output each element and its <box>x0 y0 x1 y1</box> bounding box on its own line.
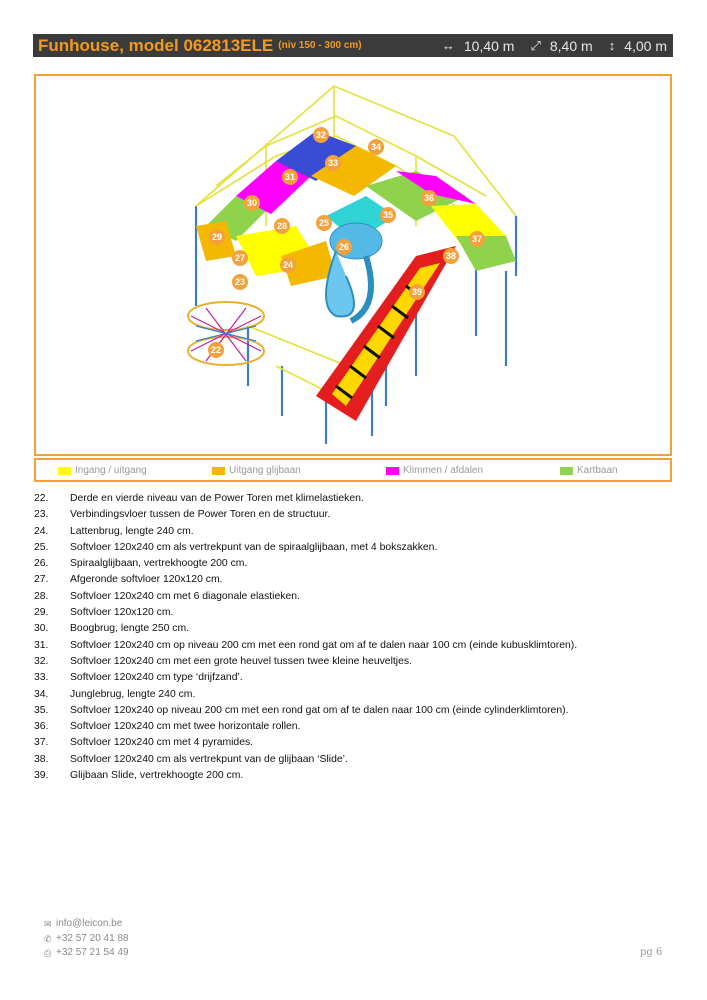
item-number: 33. <box>34 672 49 684</box>
title-bar <box>33 34 673 57</box>
item-number: 38. <box>34 753 49 765</box>
svg-text:29: 29 <box>211 232 223 242</box>
item-text: Softvloer 120x120 cm. <box>70 607 174 619</box>
legend-label: Uitgang glijbaan <box>229 465 301 476</box>
item-number: 28. <box>34 590 49 602</box>
item-number: 29. <box>34 607 49 619</box>
marker-37 <box>469 231 485 247</box>
svg-text:23: 23 <box>234 277 246 287</box>
contact-fax <box>44 946 129 961</box>
page-title: Funhouse, model 062813ELE <box>38 35 274 55</box>
item-number: 39. <box>34 770 49 782</box>
marker-30 <box>244 195 260 211</box>
legend-label: Kartbaan <box>577 465 618 476</box>
contact-info <box>44 917 129 961</box>
item-number: 25. <box>34 541 49 553</box>
item-text: Verbindingsvloer tussen de Power Toren en de structuur. <box>70 509 331 521</box>
marker-32 <box>313 127 329 143</box>
contact-email[interactable] <box>44 917 129 932</box>
legend-item-slide-exit <box>212 465 301 476</box>
list-item <box>34 752 684 768</box>
contact-phone <box>44 932 129 947</box>
list-item <box>34 670 684 686</box>
dimension-width <box>442 38 515 54</box>
item-text: Softvloer 120x240 cm type ‘drijfzand’. <box>70 672 243 684</box>
item-number: 31. <box>34 639 49 651</box>
marker-31 <box>282 169 298 185</box>
dimension-depth <box>530 38 592 54</box>
svg-text:35: 35 <box>382 210 394 220</box>
item-number: 36. <box>34 721 49 733</box>
item-text: Softvloer 120x240 cm met 4 pyramides. <box>70 737 254 749</box>
svg-text:30: 30 <box>246 198 258 208</box>
item-number: 30. <box>34 623 49 635</box>
envelope-icon: ✉ <box>44 919 52 929</box>
list-item <box>34 589 684 605</box>
item-text: Softvloer 120x240 cm met een grote heuvel tussen twee kleine heuveltjes. <box>70 655 412 667</box>
playground-illustration <box>36 76 670 454</box>
item-number: 24. <box>34 525 49 537</box>
svg-text:22: 22 <box>210 345 222 355</box>
item-text: Softvloer 120x240 cm met twee horizontale rollen. <box>70 721 301 733</box>
list-item <box>34 621 684 637</box>
item-number: 37. <box>34 737 49 749</box>
svg-text:37: 37 <box>471 234 483 244</box>
svg-text:38: 38 <box>445 251 457 261</box>
legend-swatch <box>58 467 71 475</box>
list-item <box>34 556 684 572</box>
list-item <box>34 507 684 523</box>
item-number: 22. <box>34 493 49 504</box>
spiral-slide <box>326 223 382 321</box>
svg-text:24: 24 <box>282 260 294 270</box>
item-number: 34. <box>34 688 49 700</box>
dimensions <box>426 38 667 54</box>
marker-28 <box>274 218 290 234</box>
marker-25 <box>316 215 332 231</box>
list-item <box>34 687 684 703</box>
list-item <box>34 540 684 556</box>
item-text: Softvloer 120x240 cm met 6 diagonale elastieken. <box>70 590 300 602</box>
item-number: 27. <box>34 574 49 586</box>
svg-text:39: 39 <box>411 287 423 297</box>
list-item <box>34 768 684 784</box>
height-arrow-icon: ↕ <box>608 38 616 53</box>
svg-text:31: 31 <box>284 172 296 182</box>
svg-text:25: 25 <box>318 218 330 228</box>
item-number: 23. <box>34 509 49 521</box>
phone-text: +32 57 20 41 88 <box>56 932 129 944</box>
item-text: Lattenbrug, lengte 240 cm. <box>70 525 194 537</box>
marker-35 <box>380 207 396 223</box>
legend-swatch <box>212 467 225 475</box>
playground-diagram <box>34 74 672 456</box>
legend-label: Ingang / uitgang <box>75 465 147 476</box>
list-item <box>34 524 684 540</box>
list-item <box>34 572 684 588</box>
list-item <box>34 703 684 719</box>
list-item <box>34 491 684 507</box>
dimension-width-value: 10,40 m <box>463 37 515 54</box>
marker-22 <box>208 342 224 358</box>
svg-text:28: 28 <box>276 221 288 231</box>
item-text: Junglebrug, lengte 240 cm. <box>70 688 196 700</box>
legend-item-entrance <box>58 465 147 476</box>
marker-33 <box>325 155 341 171</box>
item-text: Softvloer 120x240 cm als vertrekpunt van de spiraalglijbaan, met 4 bokszakken. <box>70 541 438 553</box>
svg-text:26: 26 <box>338 242 350 252</box>
width-arrow-icon: ↔ <box>441 38 455 53</box>
legend-label: Klimmen / afdalen <box>403 465 484 476</box>
marker-29 <box>209 229 225 245</box>
item-text: Softvloer 120x240 cm als vertrekpunt van de glijbaan ‘Slide’. <box>70 753 348 765</box>
item-text: Afgeronde softvloer 120x120 cm. <box>70 574 223 586</box>
list-item <box>34 638 684 654</box>
dimension-height <box>609 38 667 54</box>
svg-text:27: 27 <box>234 253 246 263</box>
power-tower <box>188 302 264 365</box>
dimension-height-value: 4,00 m <box>624 37 667 54</box>
list-item <box>34 735 684 751</box>
item-text: Softvloer 120x240 cm op niveau 200 cm met een rond gat om af te dalen naar 100 cm (einde kubusklimtoren). <box>70 639 578 651</box>
marker-27 <box>232 250 248 266</box>
list-item <box>34 719 684 735</box>
marker-24 <box>280 257 296 273</box>
marker-38 <box>443 248 459 264</box>
dimension-depth-value: 8,40 m <box>549 37 593 54</box>
marker-36 <box>421 190 437 206</box>
marker-23 <box>232 274 248 290</box>
legend-item-climbing <box>386 465 483 476</box>
item-number: 32. <box>34 655 49 667</box>
legend-item-kart-track <box>560 465 618 476</box>
legend-swatch <box>560 467 573 475</box>
item-text: Softvloer 120x240 op niveau 200 cm met een rond gat om af te dalen naar 100 cm (einde cylinderklimtoren). <box>70 704 569 716</box>
legend-swatch <box>386 467 399 475</box>
fax-icon: ⎙ <box>44 948 52 958</box>
fax-text: +32 57 21 54 49 <box>56 947 129 958</box>
legend <box>34 458 672 482</box>
svg-text:33: 33 <box>327 158 339 168</box>
marker-39 <box>409 284 425 300</box>
level-note: (niv 150 - 300 cm) <box>278 40 362 51</box>
item-text: Derde en vierde niveau van de Power Toren met klimelastieken. <box>70 493 364 504</box>
page-number: pg 6 <box>640 947 663 958</box>
email-text: info@leicon.be <box>56 918 123 929</box>
marker-34 <box>368 139 384 155</box>
svg-text:32: 32 <box>315 130 327 140</box>
item-text: Glijbaan Slide, vertrekhoogte 200 cm. <box>70 770 244 782</box>
item-list <box>34 491 684 784</box>
item-text: Spiraalglijbaan, vertrekhoogte 200 cm. <box>70 558 248 570</box>
depth-arrow-icon: ⤢ <box>530 37 541 53</box>
list-item <box>34 654 684 670</box>
svg-text:36: 36 <box>423 193 435 203</box>
item-number: 26. <box>34 558 49 570</box>
item-number: 35. <box>34 704 49 716</box>
marker-26 <box>336 239 352 255</box>
phone-icon: ✆ <box>44 933 52 944</box>
svg-text:34: 34 <box>370 142 382 152</box>
list-item <box>34 605 684 621</box>
item-text: Boogbrug, lengte 250 cm. <box>70 623 189 635</box>
